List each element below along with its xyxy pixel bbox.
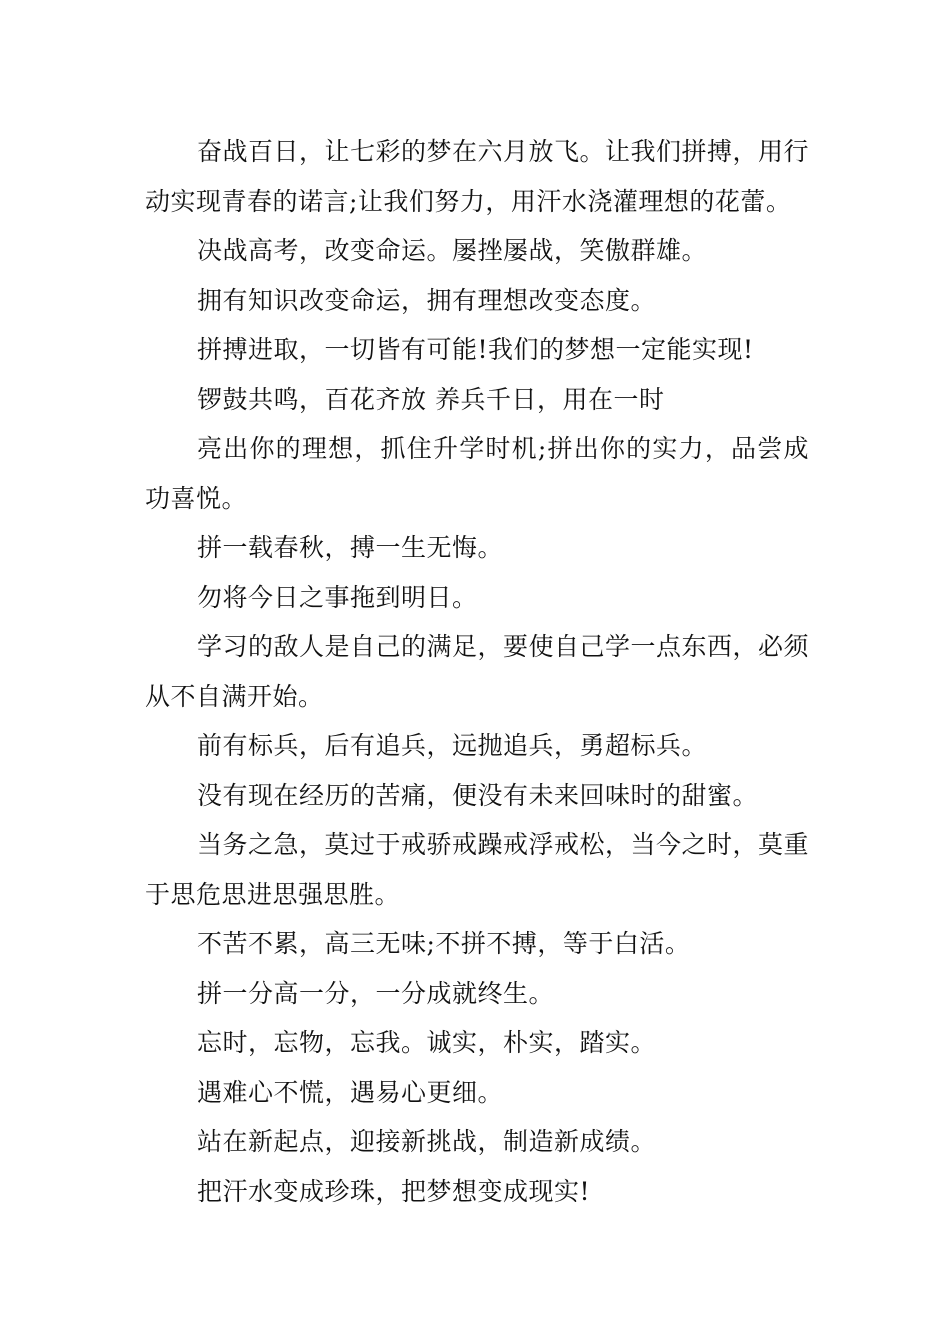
paragraph: 忘时，忘物，忘我。诚实，朴实，踏实。 — [197, 1028, 657, 1057]
paragraph: 前有标兵，后有追兵，远抛追兵，勇超标兵。 — [197, 731, 708, 760]
paragraph: 把汗水变成珍珠，把梦想变成现实! — [197, 1176, 591, 1206]
paragraph: 拼一分高一分，一分成就终生。 — [197, 978, 555, 1008]
paragraph: 拥有知识改变命运，拥有理想改变态度。 — [197, 285, 657, 315]
paragraph: 决战高考，改变命运。屡挫屡战，笑傲群雄。 — [197, 236, 708, 265]
paragraph: 亮出你的理想，抓住升学时机;拼出你的实力，品尝成功喜悦。 — [145, 434, 809, 513]
paragraph: 遇难心不慌，遇易心更细。 — [197, 1077, 504, 1107]
paragraph: 奋战百日，让七彩的梦在六月放飞。让我们拼搏，用行动实现青春的诺言;让我们努力，用汗水浇灌理想的花蕾。 — [145, 137, 810, 216]
paragraph: 当务之急，莫过于戒骄戒躁戒浮戒松，当今之时，莫重于思危思进思强思胜。 — [145, 830, 810, 909]
paragraph: 学习的敌人是自己的满足，要使自己学一点东西，必须从不自满开始。 — [145, 632, 810, 711]
paragraph: 拼一载春秋，搏一生无悔。 — [197, 533, 504, 562]
paragraph: 勿将今日之事拖到明日。 — [197, 582, 478, 612]
paragraph: 站在新起点，迎接新挑战，制造新成绩。 — [197, 1127, 657, 1156]
paragraph: 锣鼓共鸣，百花齐放 养兵千日，用在一时 — [197, 384, 665, 414]
paragraph: 没有现在经历的苦痛，便没有未来回味时的甜蜜。 — [197, 780, 759, 810]
paragraph: 拼搏进取，一切皆有可能!我们的梦想一定能实现! — [197, 335, 754, 364]
document-body — [145, 127, 809, 1216]
paragraph: 不苦不累，高三无味;不拼不搏，等于白活。 — [197, 929, 691, 958]
